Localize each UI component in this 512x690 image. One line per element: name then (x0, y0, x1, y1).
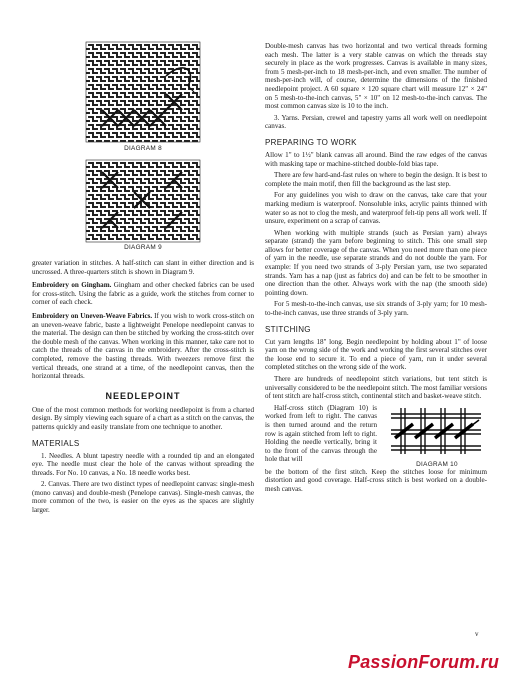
gingham-paragraph (32, 281, 254, 307)
prep-paragraph-1: Allow 1" to 1½" blank canvas all around. Bind the raw edges of the canvas with masking tape or machine-stitched double-fold bias tape. (265, 150, 487, 168)
left-column (32, 40, 254, 518)
stitch-paragraph-1: Cut yarn lengths 18" long. Begin needlepoint by holding about 1" of loose yarn on the wrong side of the work and working the first several stitches over the loose end to secure it. To end a piece of yarn, run it under several completed stitches on the wrong side of the work. (265, 337, 487, 372)
yarns-paragraph: 3. Yarns. Persian, crewel and tapestry yarns all work well on needlepoint canvas. (265, 113, 487, 131)
prep-paragraph-3: For any guidelines you wish to draw on the canvas, take care that your marking medium is waterproof. Nonsoluble inks, acrylic paints thinned with water so as not to clog the mesh, and waterproof felt-tip pens all work well. If unsure, experiment on a scrap of canvas. (265, 191, 487, 226)
diagram-8-caption: DIAGRAM 8 (124, 145, 162, 152)
uneven-weave-title: Embroidery on Uneven-Weave Fabrics. (32, 311, 153, 320)
diagram-8 (84, 40, 202, 145)
diagram-9-caption: DIAGRAM 9 (124, 244, 162, 251)
needlepoint-body: One of the most common methods for working needlepoint is from a charted design. By simply viewing each square of a chart as a stitch on the canvas, the patterns quickly and easily translate from one technique to another. (32, 405, 255, 431)
diagram-10 (387, 404, 485, 456)
gingham-title: Embroidery on Gingham. (32, 281, 112, 290)
uneven-weave-body: If you wish to work cross-stitch on an uneven-weave fabric, baste a lightweight Penelope needlepoint canvas to the material. The design can then be stitched by working the cross-stitch over the double mesh of the canvas. When working in this manner, take care not to catch the threads of the canvas in the embroidery. After the cross-stitch is completed, remove the basting threads. With tweezers remove first the vertical threads, one strand at a time, of the needlepoint canvas, then the horizontal threads. (32, 311, 255, 381)
stitching-heading: STITCHING (265, 324, 311, 334)
uneven-weave-paragraph (32, 312, 254, 381)
prep-paragraph-4: When working with multiple strands (such as Persian yarn) always separate (strand) the yarn before beginning to stitch. This one small step allows for better coverage of the canvas. When you need more than one piece of yarn in the needle, use separate strands and do not double the yarn. For example: If you need two strands of 3-ply Persian yarn, use two separated strands. Yarn has a nap (just as fabrics do) and can be felt to be smoother in one direction than the other. Always work with the nap (the smooth side) pointing down. (265, 228, 487, 297)
intro-paragraph: greater variation in stitches. A half-stitch can slant in either direction and is uncrossed. A three-quarters stitch is shown in Diagram 9. (32, 259, 254, 276)
stitch-paragraph-2: There are hundreds of needlepoint stitch variations, but tent stitch is universally considered to be the needlepoint stitch. The most familiar versions of tent stitch are half-cross stitch, continental stitch and basket-weave stitch. (265, 375, 487, 401)
needlepoint-heading: NEEDLEPOINT (105, 390, 181, 401)
page-number: v (475, 630, 479, 638)
diagram-10-block (265, 404, 487, 468)
diagram-9 (84, 158, 202, 244)
prep-paragraph-5: For 5 mesh-to-the-inch canvas, use six strands of 3-ply yarn; for 10 mesh-to-the-inch canvas, use three strands of 3-ply yarn. (265, 300, 487, 318)
diagram-10-figure (387, 404, 487, 468)
right-column (265, 42, 487, 497)
gingham-body: Gingham and other checked fabrics can be used for cross-stitch. Using the fabric as a guide, work the stitches from corner to corner of each check. (32, 281, 254, 307)
stitch-paragraph-3b: be the bottom of the first stitch. Keep the stitches loose for minimum distortion and good coverage. Half-cross stitch is best worked on a double-mesh canvas. (265, 467, 487, 493)
double-mesh-paragraph: Double-mesh canvas has two horizontal and two vertical threads forming each mesh. The latter is a very stable canvas on which the threads stay securely in place as the work progresses. Canvas is available in many sizes, from 5 mesh-per-inch to 18 mesh-per-inch, and even smaller. The number of mesh-per-inch will, of course, determine the dimensions of the finished needlepoint project. A 60 square × 120 square chart will measure 12" × 24" on 5 mesh-to-the-inch canvas, 5" × 10" on 12 mesh-to-the-inch canvas. The most common canvas size is 10 to the inch. (265, 42, 487, 111)
preparing-heading: PREPARING TO WORK (265, 137, 357, 147)
diagram-10-caption: DIAGRAM 10 (416, 460, 458, 468)
watermark-logo: PassionForum.ru (348, 652, 500, 672)
needles-paragraph: 1. Needles. A blunt tapestry needle with a rounded tip and an elongated eye. The needle must clear the hole of the canvas without spreading the threads. For No. 10 canvas, a No. 18 needle works best. (32, 451, 254, 477)
materials-heading: MATERIALS (32, 438, 80, 448)
canvas-paragraph: 2. Canvas. There are two distinct types of needlepoint canvas: single-mesh (mono canvas) and double-mesh (Penelope canvas). Single-mesh canvas, the more common of the two, is easier on the eyes as the spaces are slightly larger. (32, 480, 254, 515)
prep-paragraph-2: There are few hard-and-fast rules on where to begin the design. It is best to complete the main motif, then fill the background as the last step. (265, 171, 487, 188)
stitch-paragraph-3: Half-cross stitch (Diagram 10) is worked from left to right. The canvas is then turned around and the return row is again stitched from left to right. Holding the needle vertically, bring it to the front of the canvas through the hole that will (265, 403, 377, 464)
